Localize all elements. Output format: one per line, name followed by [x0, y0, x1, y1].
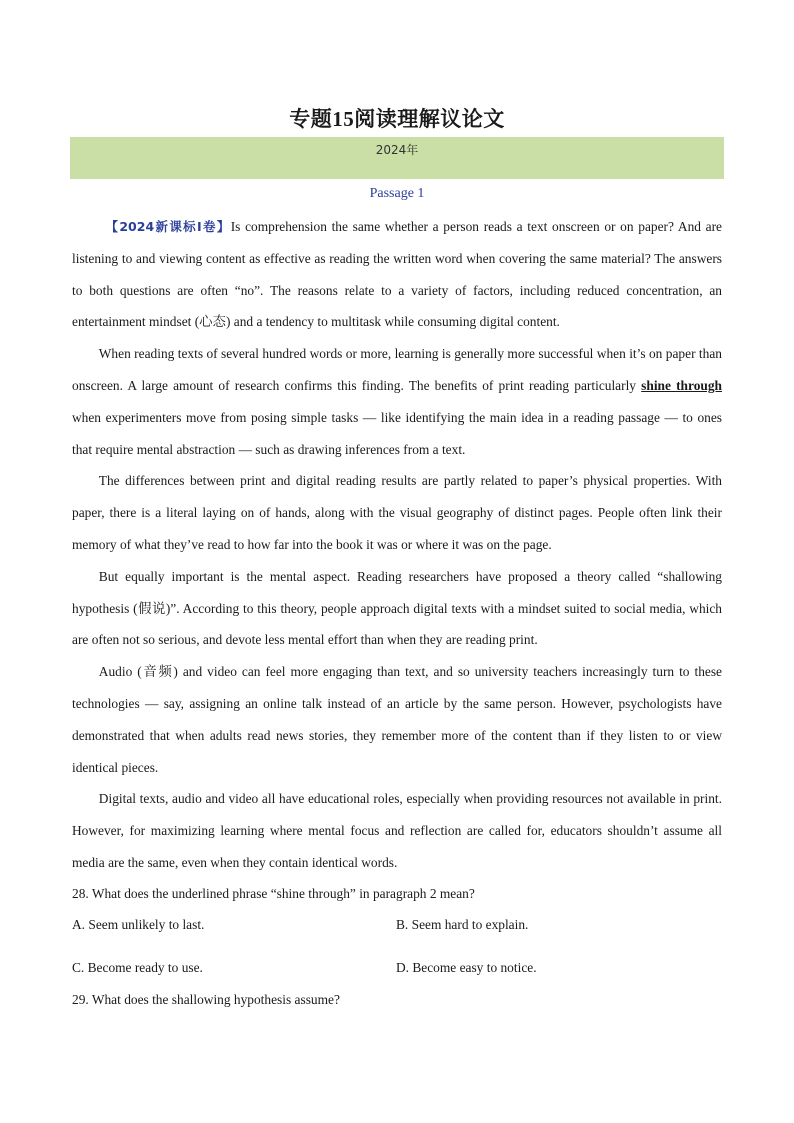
paragraph-1 [72, 211, 722, 338]
passage-body [72, 211, 722, 879]
option-28-d: D. Become easy to notice. [396, 960, 537, 975]
source-tag: 【2024新课标Ⅰ卷】 [105, 219, 231, 234]
paragraph-4: But equally important is the mental aspect. Reading researchers have proposed a theory called “shallowing hypothesis (假说)”. According to this theory, people approach digital texts with a mindset suited to social media, which are often not so serious, and devote less mental effort than when they are reading print. [72, 568, 722, 648]
option-28-a: A. Seem unlikely to last. [72, 917, 205, 932]
page-title: 专题15阅读理解议论文 [289, 107, 505, 131]
passage-label: Passage 1 [369, 186, 425, 201]
underlined-phrase: shine through [641, 377, 722, 393]
year-label: 2024年 [375, 143, 419, 157]
paragraph-2-text-before: When reading texts of several hundred words or more, learning is generally more successful when it’s on paper than onscreen. A large amount of research confirms this finding. The benefits of print reading particularly [72, 346, 722, 393]
paragraph-6: Digital texts, audio and video all have educational roles, especially when providing resources not available in print. However, for maximizing learning where mental focus and reflection are called for, educators shouldn’t assume all media are the same, even when they contain identical words. [72, 791, 722, 870]
question-28: 28. What does the underlined phrase “shine through” in paragraph 2 mean? [72, 886, 475, 901]
option-28-c: C. Become ready to use. [72, 960, 203, 975]
option-28-b: B. Seem hard to explain. [396, 917, 529, 932]
paragraph-3: The differences between print and digital reading results are partly related to paper’s physical properties. With paper, there is a literal laying on of hands, along with the visual geography of distinct pages. People often link their memory of what they’ve read to how far into the book it was or where it was on the page. [72, 473, 722, 552]
paragraph-2 [72, 338, 722, 465]
question-29: 29. What does the shallowing hypothesis assume? [72, 992, 340, 1007]
paragraph-2-text-after: when experimenters move from posing simple tasks — like identifying the main idea in a reading passage — to ones that require mental abstraction — such as drawing inferences from a text. [72, 409, 722, 457]
paragraph-1-text: Is comprehension the same whether a person reads a text onscreen or on paper? And are listening to and viewing content as effective as reading the written word when covering the same material? The answers to both questions are often “no”. The reasons relate to a variety of factors, including reduced concentration, an entertainment mindset (心态) and a tendency to multitask while consuming digital content. [72, 219, 722, 330]
year-band [70, 137, 724, 179]
paragraph-5: Audio (音频) and video can feel more engaging than text, and so university teachers increasingly turn to these technologies — say, assigning an online talk instead of an article by the same person. However, psychologists have demonstrated that when adults read news stories, they remember more of the content than if they listen to or view identical pieces. [72, 664, 722, 775]
